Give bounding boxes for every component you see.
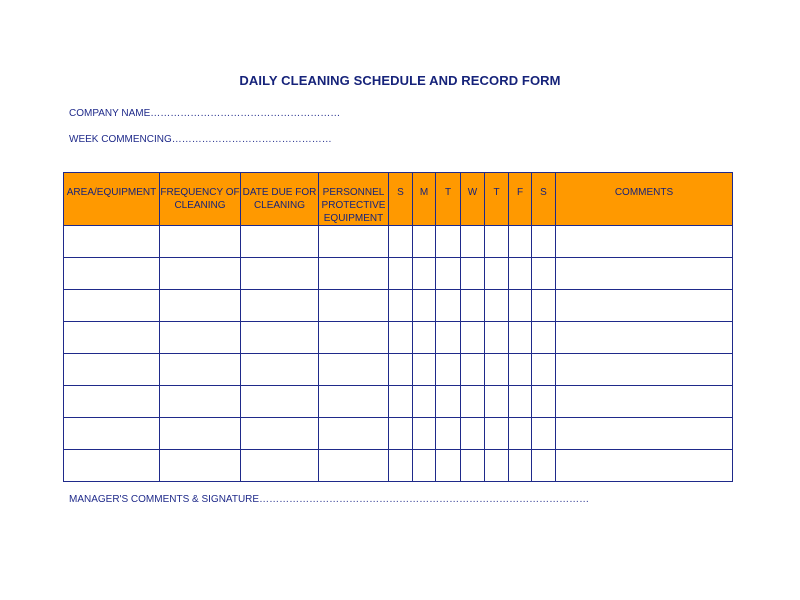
table-cell-wednesday[interactable] xyxy=(461,322,485,354)
table-cell-friday[interactable] xyxy=(509,226,532,258)
table-cell-wednesday[interactable] xyxy=(461,386,485,418)
table-row xyxy=(64,322,733,354)
table-cell-thursday[interactable] xyxy=(485,258,509,290)
table-cell-saturday[interactable] xyxy=(532,386,556,418)
table-cell-frequency[interactable] xyxy=(160,322,241,354)
table-cell-thursday[interactable] xyxy=(485,418,509,450)
table-row xyxy=(64,258,733,290)
table-cell-comments[interactable] xyxy=(556,226,733,258)
table-cell-thursday[interactable] xyxy=(485,354,509,386)
table-cell-tuesday[interactable] xyxy=(436,322,461,354)
table-cell-date-due[interactable] xyxy=(241,354,319,386)
table-cell-wednesday[interactable] xyxy=(461,226,485,258)
column-header-friday: F xyxy=(509,173,532,226)
table-cell-monday[interactable] xyxy=(413,258,436,290)
table-cell-saturday[interactable] xyxy=(532,258,556,290)
company-name-field[interactable]: COMPANY NAME………………………………………………… xyxy=(69,108,341,119)
table-cell-date-due[interactable] xyxy=(241,258,319,290)
table-cell-date-due[interactable] xyxy=(241,418,319,450)
table-cell-area-equipment[interactable] xyxy=(64,258,160,290)
column-header-area-equipment: AREA/EQUIPMENT xyxy=(64,173,160,226)
table-cell-wednesday[interactable] xyxy=(461,418,485,450)
table-cell-comments[interactable] xyxy=(556,354,733,386)
table-cell-ppe[interactable] xyxy=(319,386,389,418)
table-cell-comments[interactable] xyxy=(556,290,733,322)
table-cell-saturday[interactable] xyxy=(532,322,556,354)
table-cell-area-equipment[interactable] xyxy=(64,322,160,354)
table-row xyxy=(64,450,733,482)
table-cell-wednesday[interactable] xyxy=(461,290,485,322)
table-cell-sunday[interactable] xyxy=(389,354,413,386)
table-cell-saturday[interactable] xyxy=(532,226,556,258)
table-cell-ppe[interactable] xyxy=(319,258,389,290)
table-cell-comments[interactable] xyxy=(556,450,733,482)
table-row xyxy=(64,386,733,418)
table-body xyxy=(64,226,733,482)
table-cell-date-due[interactable] xyxy=(241,226,319,258)
table-cell-tuesday[interactable] xyxy=(436,258,461,290)
table-row xyxy=(64,354,733,386)
table-cell-comments[interactable] xyxy=(556,386,733,418)
column-header-sunday: S xyxy=(389,173,413,226)
form-title: DAILY CLEANING SCHEDULE AND RECORD FORM xyxy=(239,73,561,88)
table-cell-sunday[interactable] xyxy=(389,450,413,482)
table-cell-ppe[interactable] xyxy=(319,418,389,450)
table-cell-area-equipment[interactable] xyxy=(64,386,160,418)
table-cell-saturday[interactable] xyxy=(532,354,556,386)
table-cell-friday[interactable] xyxy=(509,258,532,290)
table-cell-ppe[interactable] xyxy=(319,322,389,354)
table-row xyxy=(64,226,733,258)
table-cell-sunday[interactable] xyxy=(389,418,413,450)
table-cell-date-due[interactable] xyxy=(241,290,319,322)
table-cell-friday[interactable] xyxy=(509,386,532,418)
table-cell-area-equipment[interactable] xyxy=(64,450,160,482)
table-cell-tuesday[interactable] xyxy=(436,386,461,418)
table-cell-area-equipment[interactable] xyxy=(64,226,160,258)
table-cell-tuesday[interactable] xyxy=(436,418,461,450)
table-cell-frequency[interactable] xyxy=(160,354,241,386)
table-cell-frequency[interactable] xyxy=(160,258,241,290)
table-cell-sunday[interactable] xyxy=(389,258,413,290)
table-row xyxy=(64,290,733,322)
table-cell-saturday[interactable] xyxy=(532,290,556,322)
table-cell-frequency[interactable] xyxy=(160,226,241,258)
table-cell-date-due[interactable] xyxy=(241,450,319,482)
table-cell-thursday[interactable] xyxy=(485,290,509,322)
column-header-tuesday: T xyxy=(436,173,461,226)
column-header-wednesday: W xyxy=(461,173,485,226)
table-cell-monday[interactable] xyxy=(413,322,436,354)
column-header-ppe: PERSONNEL PROTECTIVE EQUIPMENT xyxy=(319,173,389,226)
table-cell-tuesday[interactable] xyxy=(436,226,461,258)
table-cell-comments[interactable] xyxy=(556,258,733,290)
table-cell-thursday[interactable] xyxy=(485,450,509,482)
table-cell-area-equipment[interactable] xyxy=(64,354,160,386)
table-cell-ppe[interactable] xyxy=(319,226,389,258)
table-cell-friday[interactable] xyxy=(509,290,532,322)
table-cell-ppe[interactable] xyxy=(319,450,389,482)
table-cell-frequency[interactable] xyxy=(160,450,241,482)
table-cell-wednesday[interactable] xyxy=(461,450,485,482)
table-cell-ppe[interactable] xyxy=(319,354,389,386)
table-cell-monday[interactable] xyxy=(413,450,436,482)
table-cell-sunday[interactable] xyxy=(389,386,413,418)
table-cell-monday[interactable] xyxy=(413,290,436,322)
table-cell-date-due[interactable] xyxy=(241,386,319,418)
table-cell-thursday[interactable] xyxy=(485,226,509,258)
table-cell-area-equipment[interactable] xyxy=(64,290,160,322)
column-header-monday: M xyxy=(413,173,436,226)
table-cell-frequency[interactable] xyxy=(160,386,241,418)
table-cell-friday[interactable] xyxy=(509,322,532,354)
table-cell-tuesday[interactable] xyxy=(436,290,461,322)
table-cell-wednesday[interactable] xyxy=(461,354,485,386)
table-cell-thursday[interactable] xyxy=(485,386,509,418)
table-cell-comments[interactable] xyxy=(556,418,733,450)
table-cell-friday[interactable] xyxy=(509,354,532,386)
table-cell-saturday[interactable] xyxy=(532,450,556,482)
table-cell-monday[interactable] xyxy=(413,418,436,450)
column-header-saturday: S xyxy=(532,173,556,226)
column-header-comments: COMMENTS xyxy=(556,173,733,226)
cleaning-schedule-table xyxy=(63,172,733,482)
column-header-date-due: DATE DUE FOR CLEANING xyxy=(241,173,319,226)
table-cell-monday[interactable] xyxy=(413,386,436,418)
column-header-thursday: T xyxy=(485,173,509,226)
column-header-frequency: FREQUENCY OF CLEANING xyxy=(160,173,241,226)
table-cell-frequency[interactable] xyxy=(160,290,241,322)
table-row xyxy=(64,418,733,450)
table-cell-monday[interactable] xyxy=(413,354,436,386)
week-commencing-field[interactable]: WEEK COMMENCING………………………………………… xyxy=(69,134,332,145)
table-cell-date-due[interactable] xyxy=(241,322,319,354)
table-cell-frequency[interactable] xyxy=(160,418,241,450)
table-cell-sunday[interactable] xyxy=(389,322,413,354)
table-header-row xyxy=(64,173,733,226)
manager-comments-signature-field[interactable]: MANAGER'S COMMENTS & SIGNATURE……………………………………………………………………………………… xyxy=(69,494,590,505)
table-cell-sunday[interactable] xyxy=(389,290,413,322)
table-cell-friday[interactable] xyxy=(509,450,532,482)
table-cell-comments[interactable] xyxy=(556,322,733,354)
table-cell-area-equipment[interactable] xyxy=(64,418,160,450)
table-cell-ppe[interactable] xyxy=(319,290,389,322)
table-cell-tuesday[interactable] xyxy=(436,354,461,386)
table-cell-thursday[interactable] xyxy=(485,322,509,354)
table-cell-monday[interactable] xyxy=(413,226,436,258)
table-cell-wednesday[interactable] xyxy=(461,258,485,290)
table-cell-tuesday[interactable] xyxy=(436,450,461,482)
table-cell-saturday[interactable] xyxy=(532,418,556,450)
table-cell-friday[interactable] xyxy=(509,418,532,450)
table-cell-sunday[interactable] xyxy=(389,226,413,258)
